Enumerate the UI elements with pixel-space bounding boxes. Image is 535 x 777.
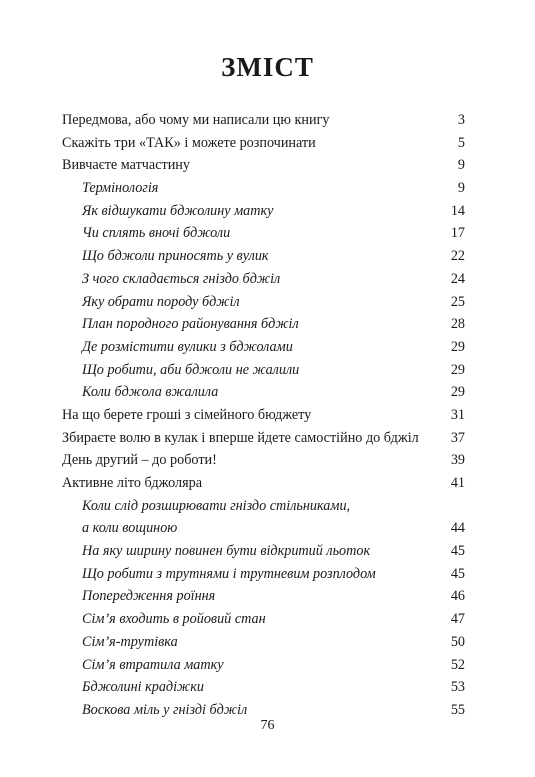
toc-entry [62, 109, 465, 132]
toc-entry-title: Як відшукати бджолину матку [82, 202, 274, 219]
toc-entry-title: Активне літо бджоляра [62, 475, 202, 491]
toc-entry-title: Сім’я входить в ройовий стан [82, 611, 266, 628]
toc-subentry [62, 222, 465, 245]
toc-entry-page: 47 [450, 611, 465, 628]
toc-entry [62, 404, 465, 427]
toc-entry-title: Що бджоли приносять у вулик [82, 248, 269, 265]
toc-entry-page: 17 [450, 225, 465, 242]
toc-entry [62, 427, 465, 450]
toc-entry-title: Сім’я втратила матку [82, 656, 224, 673]
toc-entry-page: 9 [457, 157, 465, 174]
toc-entry-page: 24 [450, 270, 465, 287]
toc-entry-page: 45 [450, 543, 465, 560]
toc-entry-title: Збираєте волю в кулак і вперше йдете самостійно до бджіл [62, 429, 419, 446]
toc-entry-title: Що робити, аби бджоли не жалили [82, 361, 300, 378]
toc-entry-title: Сім’я-трутівка [82, 633, 178, 650]
toc-entry-title: Термінологія [82, 180, 159, 197]
toc-entry-page: 29 [450, 338, 465, 355]
toc-entry-page: 29 [450, 384, 465, 401]
toc-entry-page: 28 [450, 316, 465, 333]
toc-subentry [62, 200, 465, 223]
toc-entry-title: Яку обрати породу бджіл [82, 293, 240, 310]
toc-entry-page: 46 [450, 588, 465, 605]
toc-entry-page: 31 [450, 406, 465, 423]
toc-entry-page: 22 [450, 248, 465, 265]
toc-entry-title: План породного районування бджіл [82, 316, 299, 333]
toc-entry-title: Коли бджола вжалила [82, 384, 219, 401]
toc-entry-title: Скажіть три «ТАК» і можете розпочинати [62, 134, 316, 151]
toc-subentry [62, 676, 465, 699]
toc-entry-page: 3 [457, 112, 465, 128]
toc-entry-page: 44 [450, 520, 465, 537]
table-of-contents [62, 109, 465, 722]
toc-entry-page: 45 [450, 565, 465, 582]
toc-entry-title: Що робити з трутнями і трутневим розплодом [82, 565, 376, 582]
toc-entry-page: 37 [450, 429, 465, 446]
toc-entry-page: 25 [450, 293, 465, 310]
toc-entry-page: 55 [450, 701, 465, 718]
toc-entry-title: Попередження роїння [82, 588, 216, 605]
toc-entry-page: 52 [450, 656, 465, 673]
toc-subentry [62, 631, 465, 654]
toc-entry-title: На що берете гроші з сімейного бюджету [62, 406, 312, 423]
toc-entry-title: а коли вощиною [82, 520, 178, 537]
toc-subentry [62, 291, 465, 314]
toc-entry-title: Бджолині крадіжки [82, 679, 204, 696]
toc-entry-page: 9 [457, 180, 465, 197]
toc-subentry [62, 654, 465, 677]
toc-entry-page: 14 [450, 202, 465, 219]
toc-subentry [62, 313, 465, 336]
toc-subentry [62, 585, 465, 608]
toc-entry-title: Воскова міль у гнізді бджіл [82, 701, 248, 718]
toc-entry-title: Коли слід розширювати гніздо стільниками, [82, 497, 351, 514]
toc-subentry [62, 540, 465, 563]
toc-entry-page: 53 [450, 679, 465, 696]
toc-subentry [62, 177, 465, 200]
toc-entry-page: 29 [450, 361, 465, 378]
toc-entry-page: 41 [450, 475, 465, 491]
toc-entry-title: На яку ширину повинен бути відкритий льоток [82, 543, 371, 560]
toc-entry-title: Де розмістити вулики з бджолами [82, 338, 293, 355]
toc-entry [62, 132, 465, 155]
toc-entry-title: З чого складається гніздо бджіл [82, 270, 281, 287]
toc-entry-title: Передмова, або чому ми написали цю книгу [62, 112, 330, 128]
toc-subentry [62, 245, 465, 268]
page-number: 76 [260, 718, 275, 733]
toc-subentry [62, 381, 465, 404]
toc-entry-title: Вивчаєте матчастину [62, 157, 190, 174]
toc-entry-page: 50 [450, 633, 465, 650]
toc-subentry [62, 517, 465, 540]
toc-subentry [62, 268, 465, 291]
toc-entry-title: Чи сплять вночі бджоли [82, 225, 231, 242]
toc-entry [62, 472, 465, 495]
toc-subentry [62, 359, 465, 382]
toc-entry [62, 154, 465, 177]
toc-entry-page: 39 [450, 452, 465, 469]
toc-subentry [62, 336, 465, 359]
toc-subentry [62, 563, 465, 586]
toc-subentry [62, 608, 465, 631]
toc-subentry [62, 495, 465, 518]
toc-entry-title: День другий – до роботи! [62, 452, 217, 469]
toc-entry [62, 449, 465, 472]
toc-entry-page: 5 [457, 134, 465, 151]
page-title: ЗМІСТ [221, 52, 314, 82]
